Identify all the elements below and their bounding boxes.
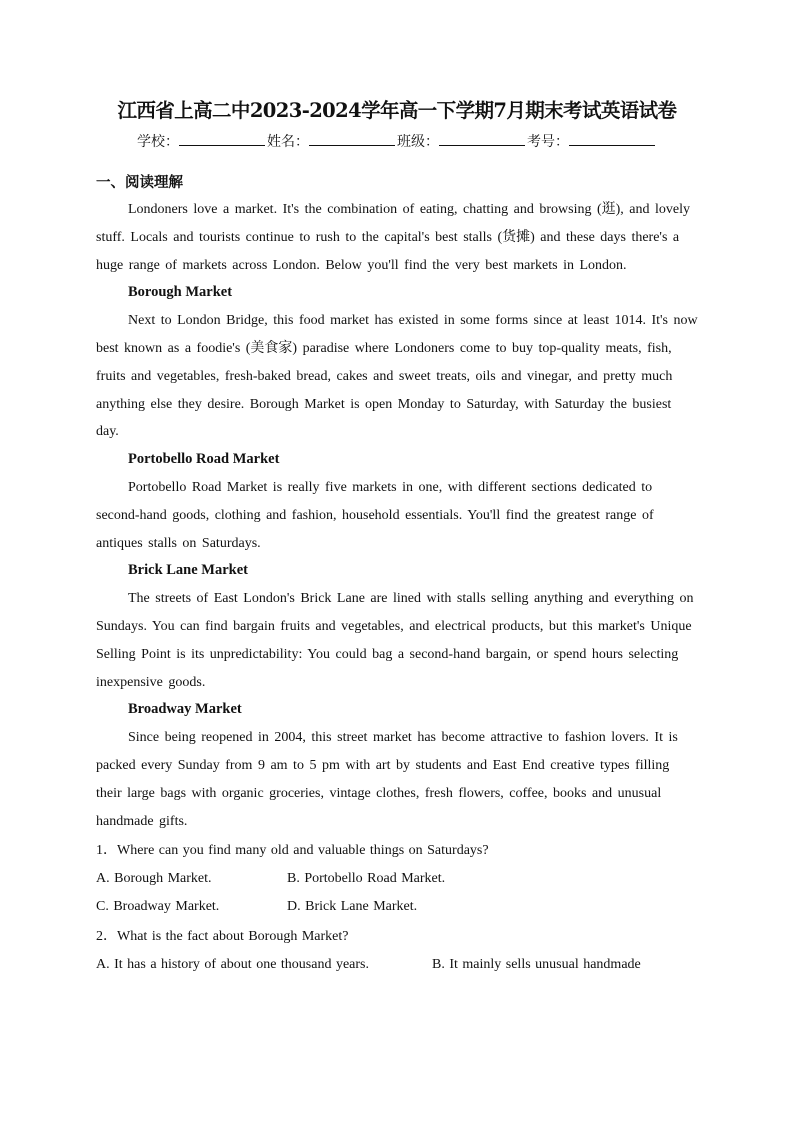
question-2-stem: 2．What is the fact about Borough Market? (96, 929, 349, 945)
market-heading-brick-lane: Brick Lane Market (128, 562, 249, 579)
school-field (137, 131, 267, 153)
exam-number-blank[interactable] (569, 131, 655, 146)
question-1-option-a[interactable]: A. Borough Market. (96, 871, 212, 887)
market-text-brick-lane: The streets of East London's Brick Lane are lined with stalls selling anything and everything on Sundays. You can find bargain fruits and vegetables, and electrical products, but this market's Unique Selling Point is its unpredictability: You could bag a second-hand bargain, or spend hours selecting inexpensive goods. (96, 591, 694, 690)
question-2-options-row-1 (96, 951, 698, 979)
question-1-options-row-2 (96, 893, 698, 921)
exam-number-field (527, 131, 657, 153)
market-text-portobello: Portobello Road Market is really five markets in one, with different sections dedicated to second-hand goods, clothing and fashion, household essentials. You'll find the greatest range of antiques stalls on Saturdays. (96, 479, 654, 551)
name-field (267, 131, 397, 153)
document-title: 江西省上高二中2023-2024学年高一下学期7月期末考试英语试卷 (117, 99, 677, 122)
name-blank[interactable] (309, 131, 395, 146)
intro-paragraph: Londoners love a market. It's the combination of eating, chatting and browsing (逛), and lovely stuff. Locals and tourists continue to rush to the capital's best stalls (货摊) and these days there's a huge range of markets across London. Below you'll find the very best markets in London. (96, 202, 690, 273)
section-heading: 一、阅读理解 (96, 175, 183, 191)
question-1-options-row-1 (96, 865, 698, 893)
question-2-option-b[interactable]: B. It mainly sells unusual handmade (432, 957, 641, 973)
question-1-stem: 1．Where can you find many old and valuable things on Saturdays? (96, 843, 489, 859)
exam-number-label: 考号： (527, 134, 569, 150)
student-info-line (96, 131, 698, 153)
question-1-option-b[interactable]: B. Portobello Road Market. (287, 871, 446, 887)
question-1-option-d[interactable]: D. Brick Lane Market. (287, 899, 418, 915)
market-heading-portobello: Portobello Road Market (128, 451, 280, 468)
class-label: 班级： (397, 134, 439, 150)
market-heading-broadway: Broadway Market (128, 701, 242, 718)
question-1-option-c[interactable]: C. Broadway Market. (96, 899, 220, 915)
class-blank[interactable] (439, 131, 525, 146)
question-2-option-a[interactable]: A. It has a history of about one thousand years. (96, 957, 369, 973)
market-text-borough: Next to London Bridge, this food market has existed in some forms since at least 1014. It's now best known as a foodie's (美食家) paradise where Londoners come to buy top-quality meats, fish, fruits and vegetables, fresh-baked bread, cakes and sweet treats, oils and vinegar, and pretty much anything else they desire. Borough Market is open Monday to Saturday, with Saturday the busiest day. (96, 313, 698, 440)
name-label: 姓名： (267, 134, 309, 150)
school-blank[interactable] (179, 131, 265, 146)
school-label: 学校： (137, 134, 179, 150)
class-field (397, 131, 527, 153)
market-heading-borough: Borough Market (128, 284, 233, 301)
market-text-broadway: Since being reopened in 2004, this street market has become attractive to fashion lovers. It is packed every Sunday from 9 am to 5 pm with art by students and East End creative types filling their large bags with organic groceries, vintage clothes, fresh flowers, coffee, books and unusual handmade gifts. (96, 730, 678, 829)
